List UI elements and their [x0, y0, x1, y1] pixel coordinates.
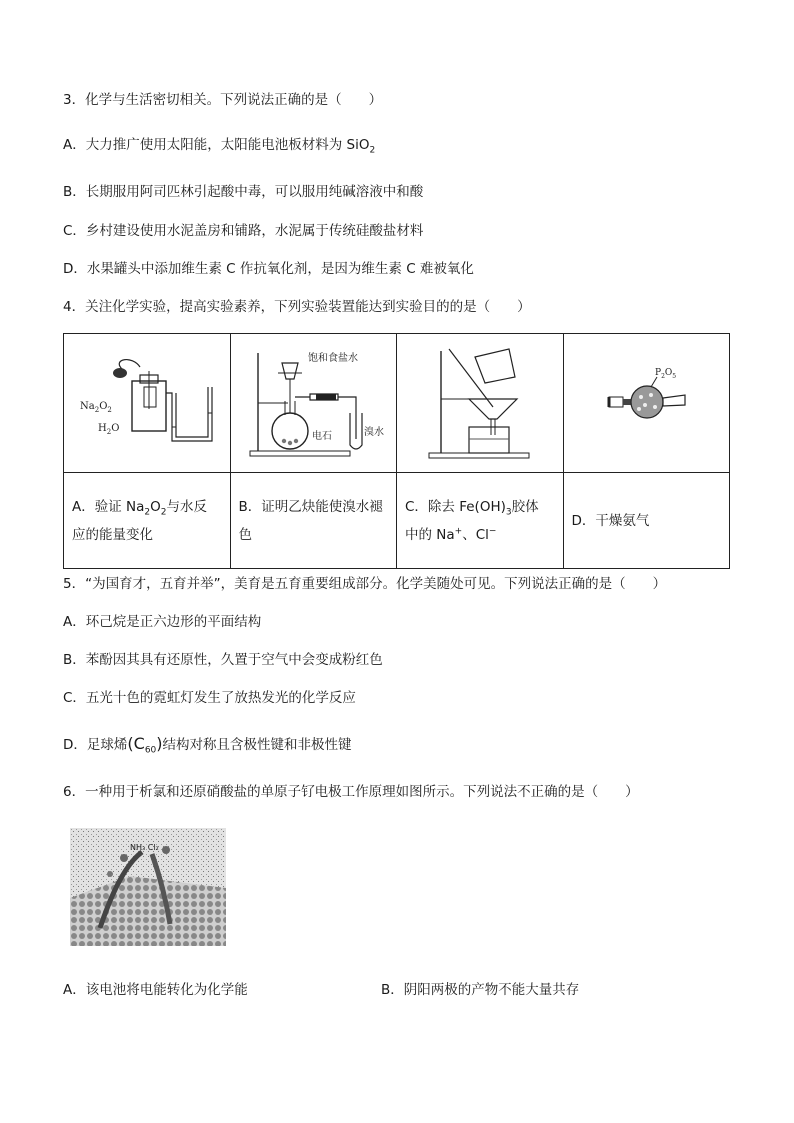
q3-option-d: D．水果罐头中添加维生素 C 作抗氧化剂，是因为维生素 C 难被氧化	[63, 261, 474, 277]
q4-option-a	[64, 473, 231, 569]
svg-text:Na2O2	[80, 401, 112, 414]
q3-option-c: C．乡村建设使用水泥盖房和铺路，水泥属于传统硅酸盐材料	[63, 223, 424, 239]
q4-figure-b-bromine-label: 溴水	[364, 427, 385, 438]
q4-option-a-text2: O	[150, 498, 161, 515]
q3-option-a-sub: 2	[369, 145, 376, 156]
q4-figure-d	[571, 353, 721, 453]
q3-stem: 3．化学与生活密切相关。下列说法正确的是（ ）	[63, 92, 383, 108]
q3-option-a	[63, 136, 375, 154]
q5-option-d-formula-open: (C	[127, 734, 145, 753]
q4-option-c	[397, 473, 564, 569]
q4-figure-a-sub1: 2	[94, 406, 99, 414]
q6-electrode-diagram	[70, 828, 226, 946]
q5-option-b: B．苯酚因其具有还原性，久置于空气中会变成粉红色	[63, 652, 383, 668]
q4-option-c-text4: 、Cl	[462, 526, 489, 543]
q4-figure-b-brine-label: 饱和食盐水	[308, 353, 359, 364]
q4-option-c-sup1: +	[454, 526, 463, 536]
svg-text:H2O	[98, 423, 119, 436]
q5-option-a: A．环己烷是正六边形的平面结构	[63, 614, 262, 630]
q5-option-d-text2: 结构对称且含极性键和非极性键	[162, 737, 352, 753]
q5-option-d-text1: D．足球烯	[63, 737, 128, 753]
q4-figure-c	[405, 343, 555, 463]
q4-option-b	[230, 473, 397, 569]
q4-figure-a-h-sub: 2	[106, 428, 111, 436]
q6-option-a: A．该电池将电能转化为化学能	[63, 982, 248, 998]
q4-option-b-line2: 色	[238, 526, 252, 543]
q4-option-d-text: D．干燥氨气	[571, 512, 650, 529]
q4-option-a-sub2: 2	[160, 507, 167, 518]
q4-option-c-sub1: 3	[505, 507, 512, 518]
q4-figure-a-sub2: 2	[107, 406, 112, 414]
q4-option-c-text3: 中的 Na	[405, 526, 455, 543]
q4-option-d	[563, 473, 730, 569]
q4-stem: 4．关注化学实验，提高实验素养，下列实验装置能达到实验目的的是（ ）	[63, 299, 531, 315]
q4-figure-a-o: O	[98, 401, 108, 412]
q4-figure-b-carbide-label: 电石	[312, 431, 333, 442]
q4-figure-d-o: O	[665, 368, 673, 378]
q5-option-d	[63, 735, 352, 754]
q5-option-c: C．五光十色的霓虹灯发生了放热发光的化学反应	[63, 690, 356, 706]
q4-apparatus-table	[63, 333, 730, 569]
q4-figure-a-water-o: O	[110, 423, 120, 434]
q4-figure-a-h: H	[97, 423, 107, 434]
q4-figure-d-cell	[563, 334, 730, 473]
q4-option-a-text1: A．验证 Na	[72, 498, 145, 515]
q4-figure-d-p: P	[655, 368, 662, 378]
q4-option-c-sup2: −	[488, 526, 497, 536]
q4-figure-a-cell	[64, 334, 231, 473]
q4-figure-b	[238, 343, 388, 463]
svg-text:P2O5	[655, 368, 676, 380]
q4-option-c-text2: 胶体	[511, 498, 539, 515]
q3-option-a-text: A．大力推广使用太阳能，太阳能电池板材料为 SiO	[63, 137, 370, 153]
q3-option-b: B．长期服用阿司匹林引起酸中毒，可以服用纯碱溶液中和酸	[63, 184, 424, 200]
q6-stem: 6．一种用于析氯和还原硝酸盐的单原子钌电极工作原理如图所示。下列说法不正确的是（ ）	[63, 784, 639, 800]
q4-figure-a	[72, 353, 222, 453]
q4-figure-d-o-sub: 5	[672, 373, 677, 380]
q5-stem: 5．“为国育才，五育并举”，美育是五育重要组成部分。化学美随处可见。下列说法正确的是（ ）	[63, 576, 667, 592]
q5-option-d-formula-close: )	[156, 734, 163, 753]
q4-figure-b-cell	[230, 334, 397, 473]
q6-electrode-diagram-label: NH₃ Cl₂	[130, 843, 159, 852]
q4-option-a-text3: 与水反	[166, 498, 208, 515]
q4-option-a-sub1: 2	[144, 507, 151, 518]
q4-figure-a-na: Na	[79, 401, 95, 412]
q4-figure-c-cell	[397, 334, 564, 473]
q5-option-d-formula-sub: 60	[144, 745, 157, 756]
q6-option-b: B．阴阳两极的产物不能大量共存	[381, 982, 580, 998]
q4-option-c-text1: C．除去 Fe(OH)	[405, 498, 506, 515]
q4-option-b-line1: B．证明乙炔能使溴水褪	[238, 498, 383, 515]
q4-option-a-line2: 应的能量变化	[72, 526, 153, 543]
q4-figure-d-p-sub: 2	[661, 373, 666, 380]
